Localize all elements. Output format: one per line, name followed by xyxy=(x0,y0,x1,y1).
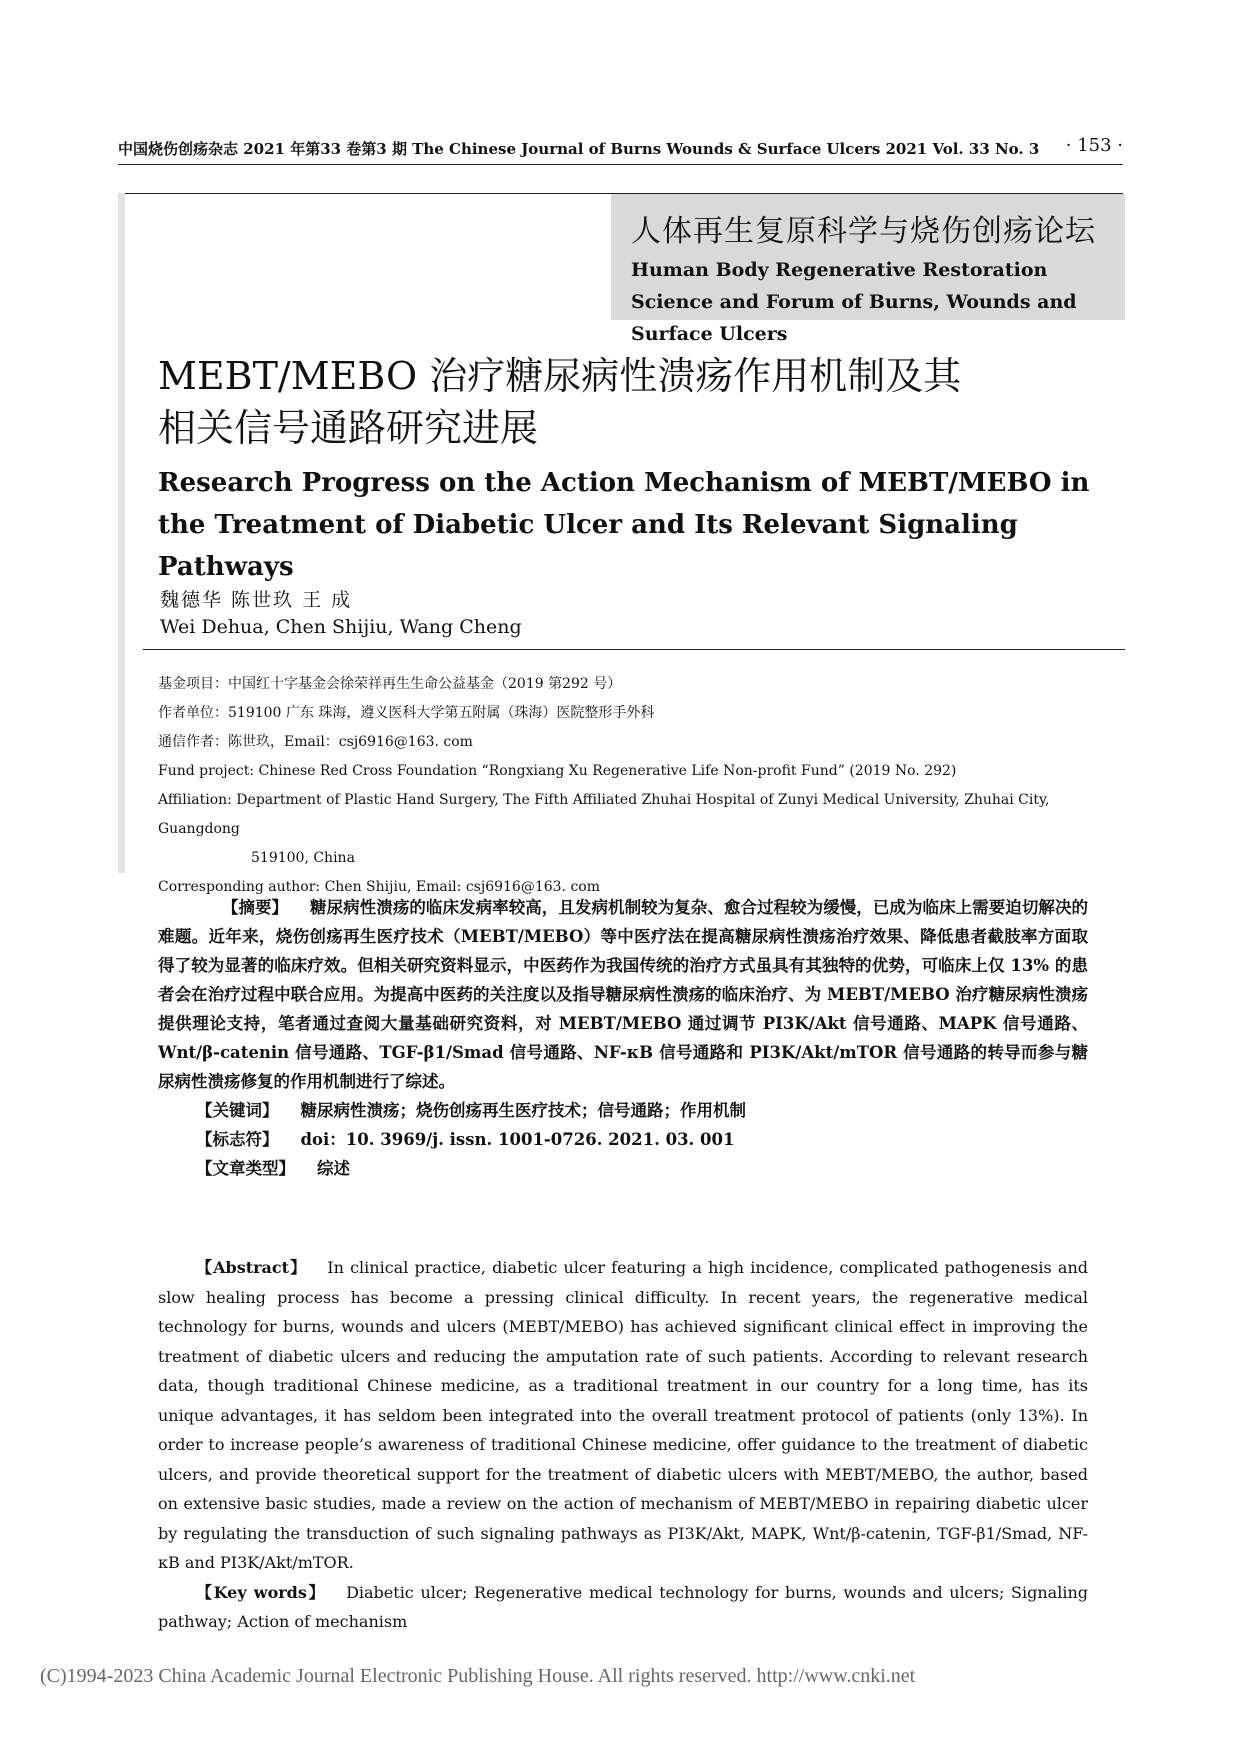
keywords-cn: 糖尿病性溃疡；烧伤创疡再生医疗技术；信号通路；作用机制 xyxy=(300,1101,746,1120)
abstract-en-text: In clinical practice, diabetic ulcer featuring a high incidence, complicated pathogenesis and slow healing process has become a pressing clinical difficulty. In recent years, the regenerative medical technology for burns, wounds and ulcers (MEBT/MEBO) has achieved significant clinical effect in improving the treatment of diabetic ulcers and reducing the amputation rate of such patients. According to relevant research data, though traditional Chinese medicine, as a traditional treatment in our country for a long time, has its unique advantages, it has seldom been integrated into the overall treatment protocol of patients (only 13%). In order to increase people’s awareness of traditional Chinese medicine, offer guidance to the treatment of diabetic ulcers, and provide theoretical support for the treatment of diabetic ulcers with MEBT/MEBO, the author, based on extensive basic studies, made a review on the action of mechanism of MEBT/MEBO in repairing diabetic ulcer by regulating the transduction of such signaling pathways as PI3K/Akt, MAPK, Wnt/β-catenin, TGF-β1/Smad, NF-κB and PI3K/Akt/mTOR. xyxy=(158,1258,1088,1572)
running-header xyxy=(118,135,1123,159)
abstract-en-tag: 【Abstract】 xyxy=(196,1258,308,1277)
article-title-cn xyxy=(158,350,1118,454)
article-metadata xyxy=(158,670,1098,902)
corresponding-cn: 通信作者：陈世玖，Email：csj6916@163. com xyxy=(158,734,473,750)
article-type: 综述 xyxy=(317,1159,350,1178)
forum-banner xyxy=(611,194,1125,345)
abstract-en xyxy=(158,1253,1088,1637)
keywords-en-tag: 【Key words】 xyxy=(196,1582,327,1602)
forum-title-cn: 人体再生复原科学与烧伤创疡论坛 xyxy=(631,214,1096,249)
abstract-cn-text: 糖尿病性溃疡的临床发病率较高，且发病机制较为复杂、愈合过程较为缓慢，已成为临床上需要迫切解决的难题。近年来，烧伤创疡再生医疗技术（MEBT/MEBO）等中医疗法在提高糖尿病性溃疡治疗效果、降低患者截肢率方面取得了较为显著的临床疗效。但相关研究资料显示，中医药作为我国传统的治疗方式虽具有其独特的优势，可临床上仅 13% 的患者会在治疗过程中联合应用。为提高中医药的关注度以及指导糖尿病性溃疡的临床治疗、为 MEBT/MEBO 治疗糖尿病性溃疡提供理论支持，笔者通过查阅大量基础研究资料，对 MEBT/MEBO 通过调节 PI3K/Akt 信号通路、MAPK 信号通路、Wnt/β-catenin 信号通路、TGF-β1/Smad 信号通路、NF-κB 信号通路和 PI3K/Akt/mTOR 信号通路的转导而参与糖尿病性溃疡修复的作用机制进行了综述。 xyxy=(158,898,1088,1091)
page-number: · 153 · xyxy=(1065,135,1123,156)
corresponding-en: Corresponding author: Chen Shijiu, Email: csj6916@163. com xyxy=(158,879,600,895)
copyright-footer: (C)1994-2023 China Academic Journal Electronic Publishing House. All rights reserved. http://www.cnki.net xyxy=(40,1665,916,1687)
affiliation-en: Affiliation: Department of Plastic Hand Surgery, The Fifth Affiliated Zhuhai Hospital of Zunyi Medical University, Zhuhai City, Guangdong xyxy=(158,792,1050,837)
fund-cn: 基金项目：中国红十字基金会徐荣祥再生生命公益基金（2019 第292 号） xyxy=(158,676,622,692)
doi-tag: 【标志符】 xyxy=(196,1130,279,1149)
journal-line: 中国烧伤创疡杂志 2021 年第33 卷第3 期 The Chinese Journal of Burns Wounds & Surface Ulcers 2021 Vol. 33 No. 3 xyxy=(118,140,1040,158)
authors-en: Wei Dehua, Chen Shijiu, Wang Cheng xyxy=(160,616,522,638)
article-type-tag: 【文章类型】 xyxy=(196,1159,295,1178)
left-margin-bar xyxy=(118,193,125,873)
title-cn-line2: 相关信号通路研究进展 xyxy=(158,406,539,450)
affiliation-cn: 作者单位：519100 广东 珠海，遵义医科大学第五附属（珠海）医院整形手外科 xyxy=(158,705,655,721)
abstract-cn-tag: 【摘要】 xyxy=(222,898,288,917)
fund-en: Fund project: Chinese Red Cross Foundation “Rongxiang Xu Regenerative Life Non-profit Fund” (2019 No. 292) xyxy=(158,763,957,779)
authors-rule xyxy=(143,649,1125,650)
forum-title-en: Human Body Regenerative Restoration Science and Forum of Burns, Wounds and Surface Ulcers xyxy=(631,259,1077,345)
header-rule xyxy=(118,164,1123,165)
article-title-en: Research Progress on the Action Mechanism of MEBT/MEBO in the Treatment of Diabetic Ulcer and Its Relevant Signaling Pathways xyxy=(158,468,1090,582)
keywords-en: Diabetic ulcer; Regenerative medical technology for burns, wounds and ulcers; Signaling pathway; Action of mechanism xyxy=(158,1582,1088,1631)
title-cn-line1: MEBT/MEBO 治疗糖尿病性溃疡作用机制及其 xyxy=(158,354,962,398)
keywords-cn-tag: 【关键词】 xyxy=(196,1101,279,1120)
doi: doi：10. 3969/j. issn. 1001-0726. 2021. 03. 001 xyxy=(300,1130,735,1149)
authors-cn: 魏德华 陈世玖 王 成 xyxy=(160,589,353,611)
affiliation-en-cont: 519100, China xyxy=(251,850,355,866)
abstract-cn xyxy=(158,893,1088,1183)
